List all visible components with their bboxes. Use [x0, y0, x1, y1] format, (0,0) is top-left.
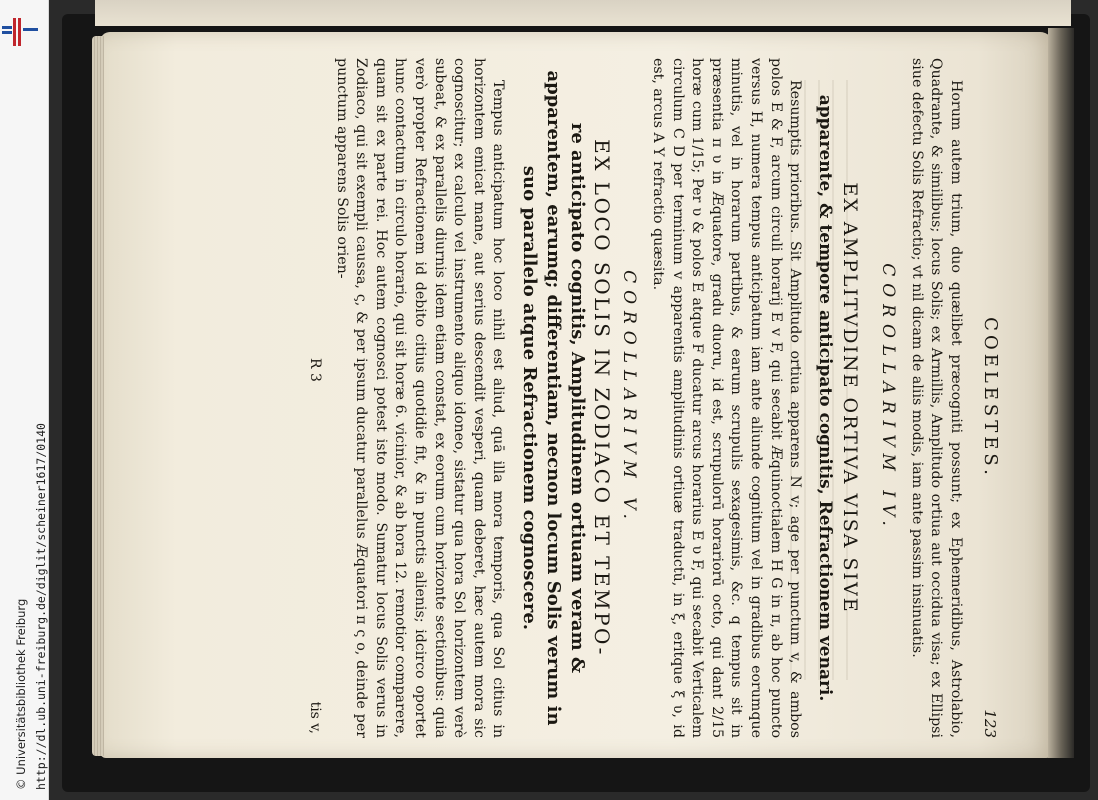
running-head [971, 58, 1001, 738]
viewer-sidebar [0, 0, 49, 800]
corollary-5-title: COROLLARIVM V. [619, 270, 640, 526]
running-title: COELESTES. [980, 317, 1001, 479]
corollary-4-subheading: apparente, & tempore anticipato cognitis, Refractionem venari. [815, 94, 836, 702]
library-logo-icon[interactable] [2, 14, 38, 50]
page-number: 123 [981, 709, 999, 738]
copyright-notice: © Universitätsbibliothek Freiburg [14, 598, 28, 790]
page-footer [307, 58, 323, 738]
corollary-5-body: Tempus anticipatum hoc loco nihil est aliud, quā illa mora temporis, qua Sol citius in horizontem emicat mane, aut serius descendit vesperi, quam deberet, hæc autem mora sic cognoscitur; ex calculo vel instrumento aliquo idoneo, sistatur qua hora Sol horizontem verè subeat, & ex parallelis diurnis idem etiam constat, ex eorum cum horizonte sectionibus: quia verò propter Refractionem id debito citius quotidie fit, & in punctis alienis; idcirco oportet hunc contactum in circulo horario, qui sit horæ 6. vicinior, & ab hora 12. remotior comparere, quam sit ex parte rei. Hoc autem cognosci potest isto modo. Sumatur locus Solis verus in Zodiaco, qui sit exempli caussa, ς, & per ipsum ducatur parallelus Æquatori π ς o, deinde per punctum apparens Solis orien- [333, 58, 507, 738]
intro-paragraph: Horum autem trium, duo quælibet præcogniti possunt; ex Ephemeridibus, Astrolabio, Quadrante, & similibus; locus Solis; ex Armillis, Amplitudo ortiua aut occidua visa; ex Ellipsi siue defectu Solis Refractio; vt nil dicam de aliis modis, iam ante passim insinuatis. [908, 58, 964, 738]
corollary-4-title: COROLLARIVM IV. [878, 263, 899, 533]
source-url[interactable]: http://dl.ub.uni-freiburg.de/diglit/scheiner1617/0140 [34, 423, 48, 790]
corollary-5-heading: EX LOCO SOLIS IN ZODIACO ET TEMPO- [590, 139, 615, 657]
corollary-5-subheading: re anticipato cognitis, Amplitudinem ortiuam veram & apparentem, earumq; differentiam, necnon locum Solis verum in suo parallelo atque Refractionem cognoscere. [519, 70, 589, 726]
signature-mark: R 3 [307, 358, 324, 382]
catchword: tis v, [307, 701, 324, 734]
corollary-4-body: Resumptis prioribus. Sit Amplitudo ortiua apparens N v; age per punctum v, & ambos polos E & F, arcum circuli horarij E v F, qui secabit Æquinoctialem H G in π, ab hoc puncto versus H, numera tempus anticipatum iam ante aliunde cognitum vel in gradibus eorumque minutis, vel in horarum partibus, & earum scrupulis sexagesimis, &c. q tempus sit in præsentia π υ in Æquatore, gradu duoru, id est, scrupulorū horariorū octo, qui dant 2/15 horæ cum 1/15; Per υ & polos E atque F ducatur arcus horarius E υ F, qui secabit Verticalem circulum C D per terminum v apparentis amplitudinis ortiuæ traductū, in ξ, eritque ξ υ, id est, arcus A Y refractio quæsita. [650, 58, 804, 738]
previous-page-edge [95, 0, 1071, 26]
corollary-4-heading: EX AMPLITVDINE ORTIVA VISA SIVE [839, 182, 862, 614]
page-text [101, 58, 1001, 738]
book-gutter [1048, 28, 1074, 758]
